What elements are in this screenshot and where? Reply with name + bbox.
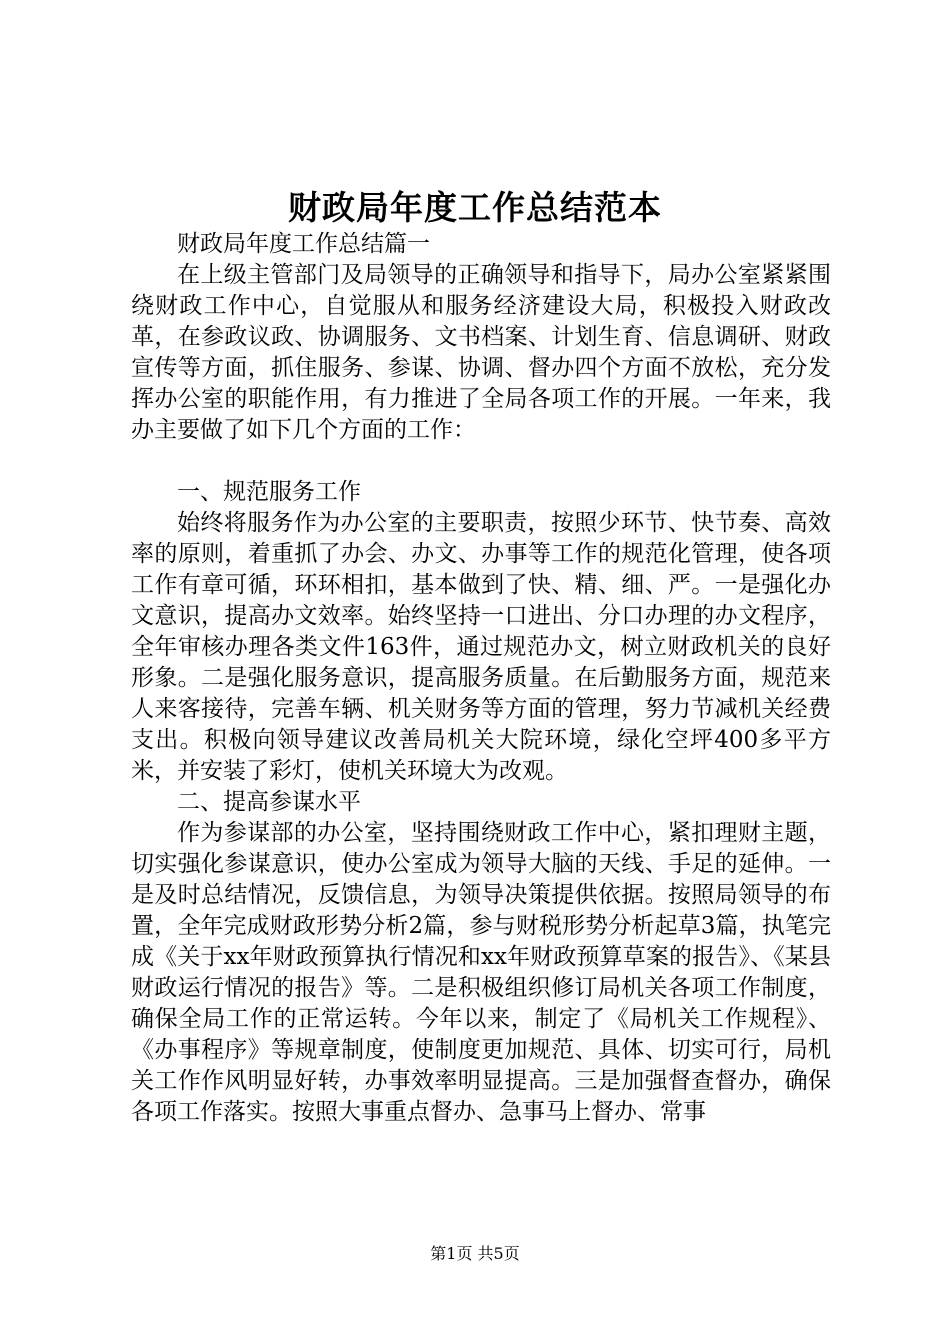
intro-paragraph: 在上级主管部门及局领导的正确领导和指导下，局办公室紧紧围绕财政工作中心，自觉服从和服务经济建设大局，积极投入财政改革，在参政议政、协调服务、文书档案、计划生育、信息调研、财政宣传等方面，抓住服务、参谋、协调、督办四个方面不放松，充分发挥办公室的职能作用，有力推进了全局各项工作的开展。一年来，我办主要做了如下几个方面的工作： xyxy=(131,262,831,443)
document-body xyxy=(131,229,831,1128)
document-subtitle: 财政局年度工作总结篇一 xyxy=(177,231,430,257)
section-body-1: 始终将服务作为办公室的主要职责，按照少环节、快节奏、高效率的原则，着重抓了办会、办文、办事等工作的规范化管理，使各项工作有章可循，环环相扣，基本做到了快、精、细、严。一是强化办文意识，提高办文效率。始终坚持一口进出、分口办理的办文程序，全年审核办理各类文件163件，通过规范办文，树立财政机关的良好形象。二是强化服务意识，提高服务质量。在后勤服务方面，规范来人来客接待，完善车辆、机关财务等方面的管理，努力节减机关经费支出。积极向领导建议改善局机关大院环境，绿化空坪400多平方米，并安装了彩灯，使机关环境大为改观。 xyxy=(131,510,831,784)
document-title: 财政局年度工作总结范本 xyxy=(288,188,662,227)
section-body-2: 作为参谋部的办公室，坚持围绕财政工作中心，紧扣理财主题，切实强化参谋意识，使办公室成为领导大脑的天线、手足的延伸。一是及时总结情况，反馈信息，为领导决策提供依据。按照局领导的布置，全年完成财政形势分析2篇，参与财税形势分析起草3篇，执笔完成《关于xx年财政预算执行情况和xx年财政预算草案的报告》、《某县财政运行情况的报告》等。二是积极组织修订局机关各项工作制度，确保全局工作的正常运转。今年以来，制定了《局机关工作规程》、《办事程序》等规章制度，使制度更加规范、具体、切实可行，局机关工作作风明显好转，办事效率明显提高。三是加强督查督办，确保各项工作落实。按照大事重点督办、急事马上督办、常事 xyxy=(131,820,831,1125)
section-heading-2: 二、提高参谋水平 xyxy=(177,789,361,815)
section-heading-1: 一、规范服务工作 xyxy=(177,479,361,505)
page-footer: 第1页 共5页 xyxy=(430,1244,520,1263)
